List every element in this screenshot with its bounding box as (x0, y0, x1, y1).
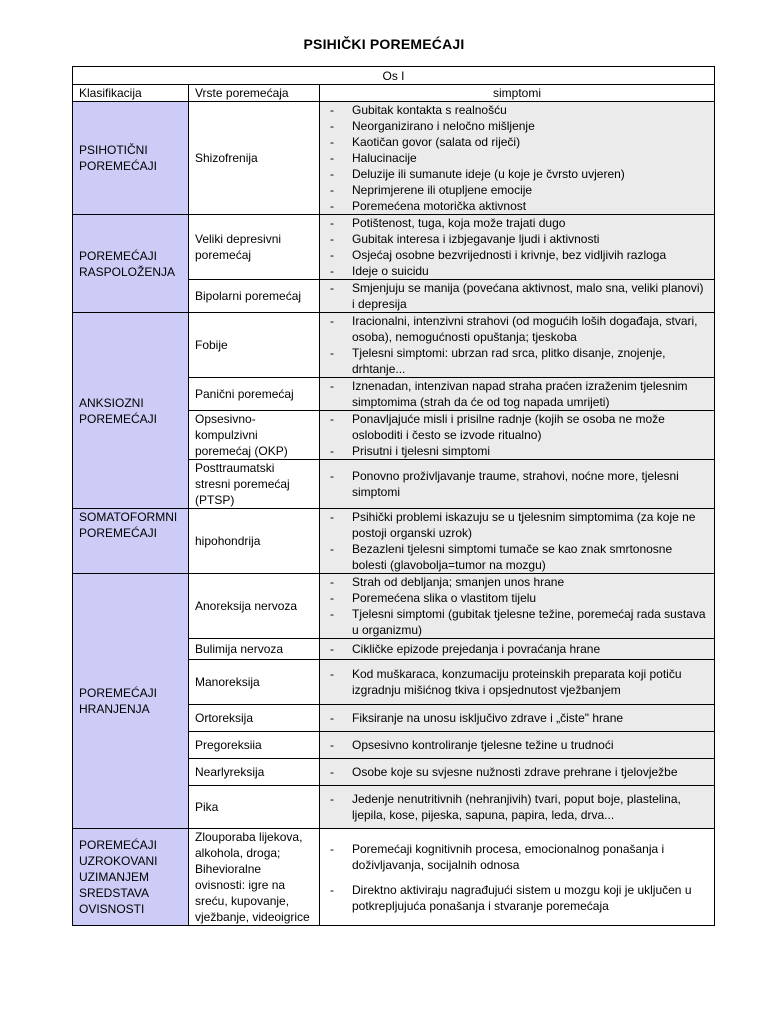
symptom-item: - Poremećaji kognitivnih procesa, emocionalnog ponašanja i doživljavanja, socijalnih odnosa (326, 841, 708, 873)
symptoms-cell (320, 280, 715, 313)
type-cell: Bipolarni poremećaj (189, 280, 320, 313)
type-cell: hipohondrija (189, 509, 320, 574)
symptom-item: - Cikličke epizode prejedanja i povraćanja hrane (326, 641, 708, 657)
symptoms-cell (320, 732, 715, 759)
type-cell: Fobije (189, 313, 320, 378)
type-cell: Ortoreksija (189, 705, 320, 732)
axis-header: Os I (73, 67, 715, 85)
classification-cell: POREMEĆAJI HRANJENJA (73, 574, 189, 829)
symptoms-cell (320, 509, 715, 574)
symptom-item: - Halucinacije (326, 150, 708, 166)
symptom-item: - Bezazleni tjelesni simptomi tumače se kao znak smrtonosne bolesti (glavobolja=tumor na mozgu) (326, 541, 708, 573)
symptom-item: - Poremećena slika o vlastitom tijelu (326, 590, 708, 606)
symptoms-cell (320, 639, 715, 660)
symptom-item: - Tjelesni simptomi (gubitak tjelesne težine, poremećaj rada sustava u organizmu) (326, 606, 708, 638)
symptoms-cell (320, 411, 715, 460)
symptom-item: - Iracionalni, intenzivni strahovi (od mogućih loših događaja, stvari, osoba), nemogućnosti opuštanja; tjeskoba (326, 313, 708, 345)
symptoms-cell (320, 102, 715, 215)
symptom-item: - Deluzije ili sumanute ideje (u koje je čvrsto uvjeren) (326, 166, 708, 182)
symptom-item: - Prisutni i tjelesni simptomi (326, 443, 708, 459)
symptom-item: - Ponovno proživljavanje traume, strahovi, noćne more, tjelesni simptomi (326, 468, 708, 500)
header-classification: Klasifikacija (73, 85, 189, 102)
type-cell: Zlouporaba lijekova, alkohola, droga; Bihevioralne ovisnosti: igre na sreću, kupovanje, vježbanje, videoigrice (189, 829, 320, 926)
table-row (73, 574, 715, 639)
type-cell: Bulimija nervoza (189, 639, 320, 660)
type-cell: Nearlyreksija (189, 759, 320, 786)
type-cell: Shizofrenija (189, 102, 320, 215)
symptom-item: - Osobe koje su svjesne nužnosti zdrave prehrane i tjelovježbe (326, 764, 708, 780)
symptom-item: - Poremećena motorička aktivnost (326, 198, 708, 214)
table-row (73, 215, 715, 280)
type-cell: Pika (189, 786, 320, 829)
symptom-item: - Neorganizirano i neločno mišljenje (326, 118, 708, 134)
table-row (73, 313, 715, 378)
type-cell: Manoreksija (189, 660, 320, 705)
symptoms-cell (320, 574, 715, 639)
symptom-item: - Potištenost, tuga, koja može trajati dugo (326, 215, 708, 231)
symptom-item: - Gubitak interesa i izbjegavanje ljudi i aktivnosti (326, 231, 708, 247)
symptoms-cell (320, 215, 715, 280)
symptom-item: - Gubitak kontakta s realnošću (326, 102, 708, 118)
header-type: Vrste poremećaja (189, 85, 320, 102)
spacer (326, 873, 708, 882)
classification-cell: ANKSIOZNI POREMEĆAJI (73, 313, 189, 509)
symptom-item: - Ideje o suicidu (326, 263, 708, 279)
symptom-item: - Ponavljajuće misli i prisilne radnje (kojih se osoba ne može osloboditi i često se izvode ritualno) (326, 411, 708, 443)
symptoms-cell (320, 705, 715, 732)
classification-cell: PSIHOTIČNI POREMEĆAJI (73, 102, 189, 215)
symptom-item: - Smjenjuju se manija (povećana aktivnost, malo sna, veliki planovi) i depresija (326, 280, 708, 312)
symptoms-cell (320, 786, 715, 829)
table-row (73, 509, 715, 574)
table-row (73, 102, 715, 215)
symptom-item: - Fiksiranje na unosu isključivo zdrave i „čiste" hrane (326, 710, 708, 726)
symptom-item: - Opsesivno kontroliranje tjelesne težine u trudnoći (326, 737, 708, 753)
disorders-table (72, 66, 715, 926)
symptom-item: - Osjećaj osobne bezvrijednosti i krivnje, bez vidljivih razloga (326, 247, 708, 263)
symptom-item: - Psihički problemi iskazuju se u tjelesnim simptomima (za koje ne postoji organski uzrok) (326, 509, 708, 541)
symptom-item: - Jedenje nenutritivnih (nehranjivih) tvari, poput boje, plastelina, ljepila, kose, pijeska, sapuna, papira, leda, drva... (326, 791, 708, 823)
symptom-item: - Kaotičan govor (salata od riječi) (326, 134, 708, 150)
symptom-item: - Direktno aktiviraju nagrađujući sistem u mozgu koji je uključen u potkrepljujuća ponašanja i stvaranje poremećaja (326, 882, 708, 914)
classification-cell: POREMEĆAJI RASPOLOŽENJA (73, 215, 189, 313)
symptom-item: - Kod muškaraca, konzumaciju proteinskih preparata koji potiču izgradnju mišićnog tkiva i opsjednutost vježbanjem (326, 666, 708, 698)
symptoms-cell (320, 829, 715, 926)
symptom-item: - Iznenadan, intenzivan napad straha praćen izraženim tjelesnim simptomima (strah da će od tog napada umrijeti) (326, 378, 708, 410)
symptoms-cell (320, 759, 715, 786)
type-cell: Posttraumatski stresni poremećaj (PTSP) (189, 460, 320, 509)
symptoms-cell (320, 660, 715, 705)
type-cell: Veliki depresivni poremećaj (189, 215, 320, 280)
symptoms-cell (320, 378, 715, 411)
type-cell: Opsesivno-kompulzivni poremećaj (OKP) (189, 411, 320, 460)
type-cell: Pregoreksiia (189, 732, 320, 759)
symptom-item: - Strah od debljanja; smanjen unos hrane (326, 574, 708, 590)
symptom-item: - Neprimjerene ili otupljene emocije (326, 182, 708, 198)
type-cell: Anoreksija nervoza (189, 574, 320, 639)
header-symptoms: simptomi (320, 85, 715, 102)
symptoms-cell (320, 313, 715, 378)
table-row (73, 829, 715, 926)
type-cell: Panični poremećaj (189, 378, 320, 411)
page-title: PSIHIČKI POREMEĆAJI (303, 36, 465, 52)
classification-cell: SOMATOFORMNI POREMEĆAJI (73, 509, 189, 574)
symptom-item: - Tjelesni simptomi: ubrzan rad srca, plitko disanje, znojenje, drhtanje... (326, 345, 708, 377)
classification-cell: POREMEĆAJI UZROKOVANI UZIMANJEM SREDSTAVA OVISNOSTI (73, 829, 189, 926)
symptoms-cell (320, 460, 715, 509)
